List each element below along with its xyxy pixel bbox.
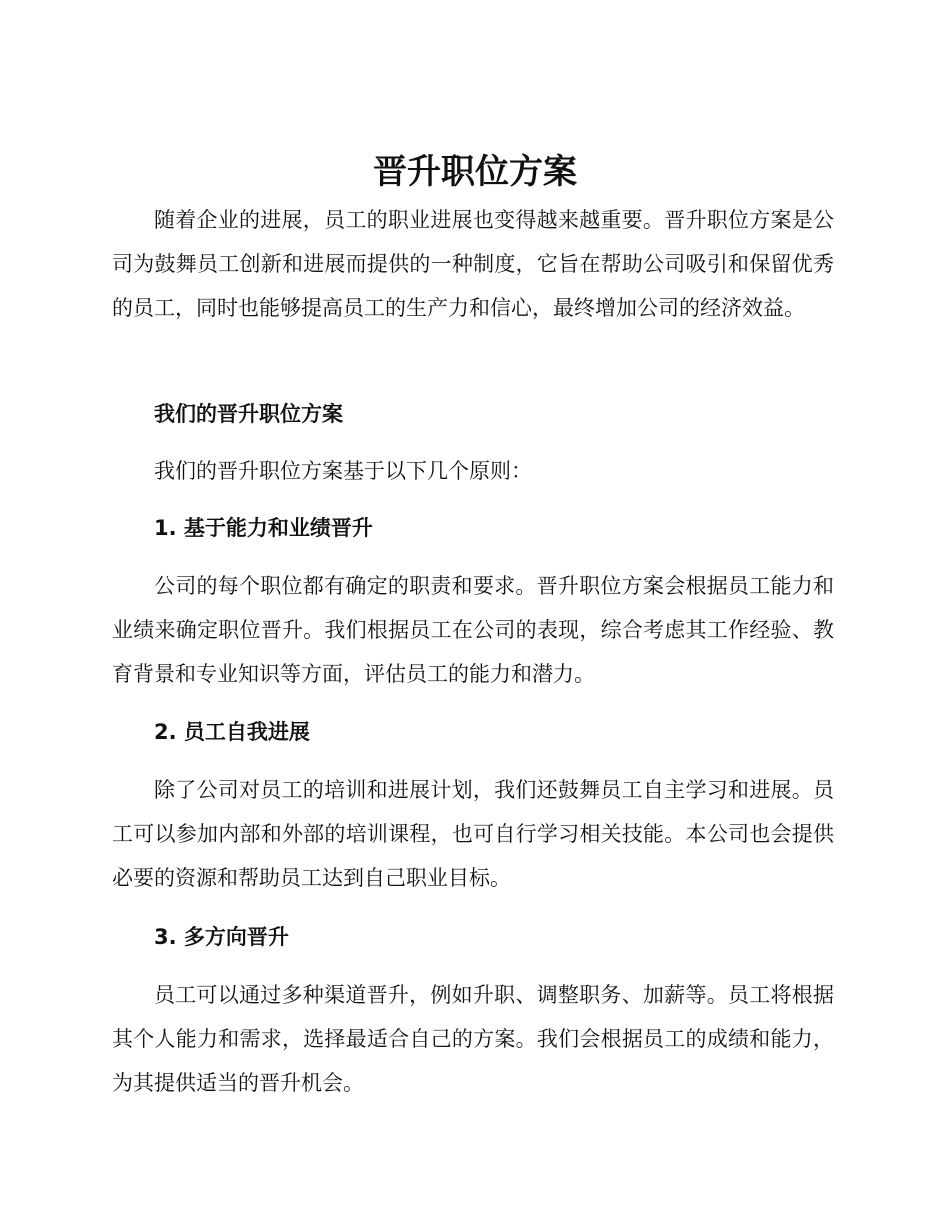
principle-2-body: 除了公司对员工的培训和进展计划，我们还鼓舞员工自主学习和进展。员工可以参加内部和外部的培训课程，也可自行学习相关技能。本公司也会提供必要的资源和帮助员工达到自己职业目标。 — [112, 778, 834, 890]
principle-3-heading: 3. 多方向晋升 — [154, 925, 289, 949]
principle-3-body: 员工可以通过多种渠道晋升，例如升职、调整职务、加薪等。员工将根据其个人能力和需求，选择最适合自己的方案。我们会根据员工的成绩和能力，为其提供适当的晋升机会。 — [112, 983, 834, 1095]
principle-1-body: 公司的每个职位都有确定的职责和要求。晋升职位方案会根据员工能力和业绩来确定职位晋升。我们根据员工在公司的表现，综合考虑其工作经验、教育背景和专业知识等方面，评估员工的能力和潜力。 — [112, 574, 834, 686]
principle-1-heading: 1. 基于能力和业绩晋升 — [154, 516, 373, 540]
section-heading: 我们的晋升职位方案 — [154, 402, 343, 426]
intro-paragraph: 随着企业的进展，员工的职业进展也变得越来越重要。晋升职位方案是公司为鼓舞员工创新和进展而提供的一种制度，它旨在帮助公司吸引和保留优秀的员工，同时也能够提高员工的生产力和信心，最终增加公司的经济效益。 — [112, 208, 834, 320]
principle-2-heading: 2. 员工自我进展 — [154, 720, 310, 744]
section-intro: 我们的晋升职位方案基于以下几个原则： — [154, 459, 532, 483]
document-title: 晋升职位方案 — [373, 152, 577, 192]
